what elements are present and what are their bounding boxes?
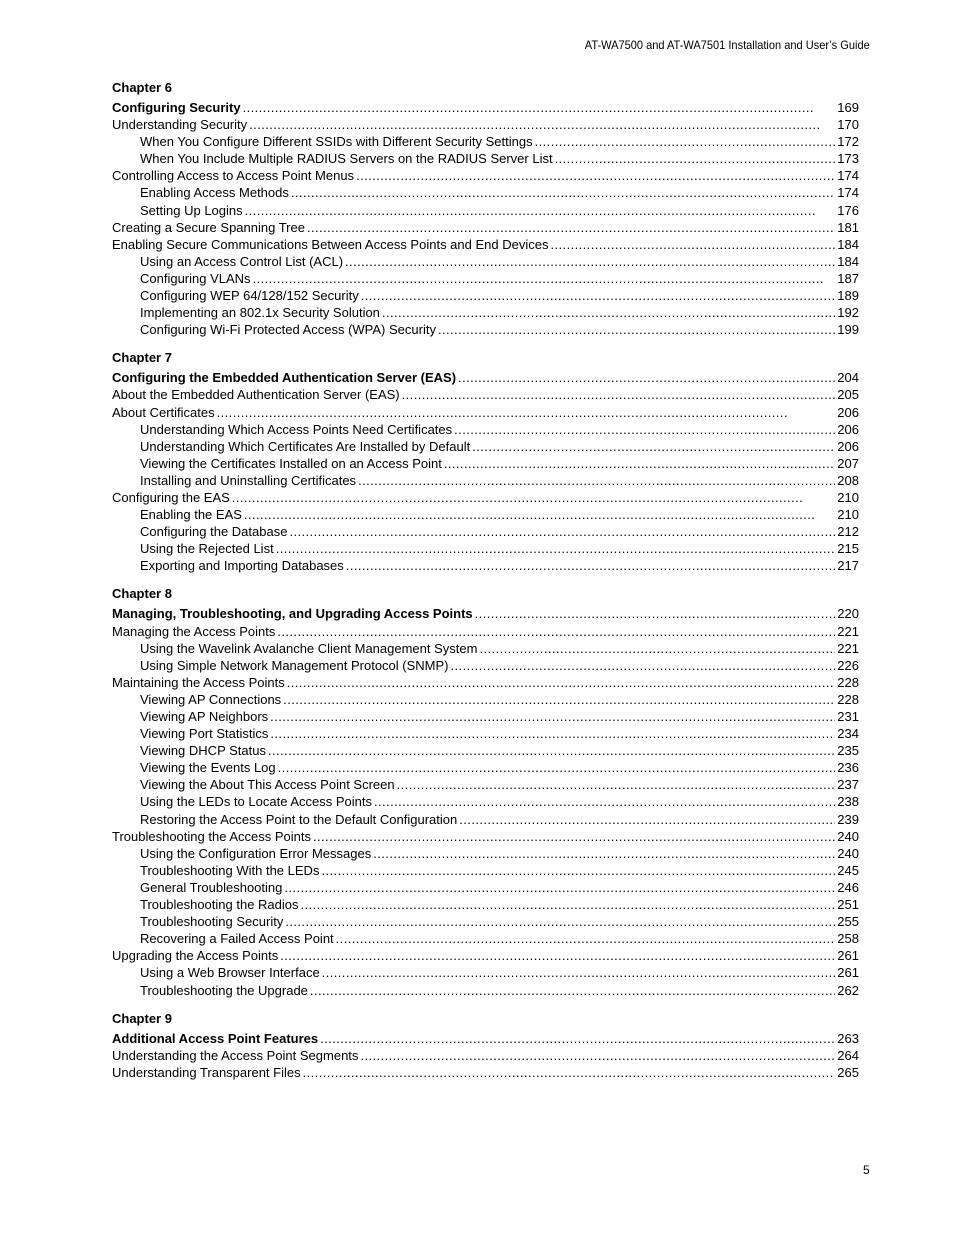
toc-entry-title: Enabling the EAS [140,507,242,523]
dot-leader [345,253,835,270]
toc-entry-title: Enabling Access Methods [140,185,289,201]
chapter-label: Chapter 9 [112,1010,172,1026]
toc-entry-page: 172 [837,134,859,150]
toc-entry-page: 184 [837,236,859,252]
toc-entry[interactable] [112,219,859,236]
toc-entry-title: Enabling Secure Communications Between Access Points and End Devices [112,236,549,252]
toc-entry-title: Troubleshooting With the LEDs [140,862,320,878]
toc-entry-page: 189 [837,288,859,304]
toc-entry[interactable] [112,184,859,201]
toc-entry[interactable] [112,982,859,999]
chapter-title-entry[interactable] [112,369,859,386]
toc-entry-title: Managing, Troubleshooting, and Upgrading Access Points [112,606,473,622]
toc-entry[interactable] [112,691,859,708]
dot-leader [278,759,836,776]
dot-leader [270,708,835,725]
toc-entry-page: 210 [837,507,859,523]
table-of-contents [112,79,859,1092]
toc-entry-page: 207 [837,455,859,471]
toc-entry-title: Managing the Access Points [112,623,276,639]
toc-entry-page: 210 [837,489,859,505]
toc-entry-page: 205 [837,387,859,403]
dot-leader [307,219,835,236]
dot-leader [475,605,836,622]
toc-entry-page: 262 [837,982,859,998]
dot-leader [303,1064,836,1081]
dot-leader [270,725,835,742]
toc-entry-page: 240 [837,828,859,844]
toc-entry[interactable] [112,845,859,862]
toc-entry-title: Viewing AP Neighbors [140,709,269,724]
toc-entry[interactable] [112,236,859,253]
toc-entry-page: 228 [837,691,859,707]
toc-entry[interactable] [112,540,859,557]
toc-entry-title: Exporting and Importing Databases [140,558,344,574]
toc-entry-page: 212 [837,524,859,540]
toc-entry-title: Configuring the EAS [112,489,230,505]
dot-leader [402,386,836,403]
dot-leader [277,623,835,640]
toc-entry-title: Installing and Uninstalling Certificates [140,472,357,488]
toc-entry[interactable] [112,404,859,421]
toc-entry-page: 206 [837,421,859,437]
toc-entry-title: Understanding Transparent Files [112,1064,301,1080]
toc-entry-page: 187 [837,270,859,286]
toc-entry[interactable] [112,421,859,438]
dot-leader [320,1030,835,1047]
chapter-label: Chapter 8 [112,586,172,602]
toc-entry-title: Additional Access Point Features [112,1030,319,1046]
toc-entry-title: Configuring Wi-Fi Protected Access (WPA) Security [140,322,436,338]
dot-leader [373,845,835,862]
chapter-block [112,79,859,338]
dot-leader [374,793,835,810]
chapter-label: Chapter 7 [112,350,172,366]
toc-entry-page: 174 [837,185,859,201]
toc-entry-page: 173 [837,151,859,167]
toc-entry-page: 208 [837,472,859,488]
toc-entry-title: Setting Up Logins [140,202,243,218]
toc-entry-page: 204 [837,370,859,386]
dot-leader [358,472,835,489]
dot-leader [232,489,836,506]
toc-entry-page: 217 [837,558,859,574]
dot-leader [361,287,836,304]
dot-leader [535,133,836,150]
toc-entry-page: 261 [837,948,859,964]
toc-entry-page: 234 [837,726,859,742]
dot-leader [479,640,835,657]
toc-entry[interactable] [112,725,859,742]
toc-entry-page: 176 [837,202,859,218]
toc-entry-title: Using the Configuration Error Messages [140,845,372,861]
dot-leader [301,896,836,913]
toc-entry-title: Using the Wavelink Avalanche Client Management System [140,640,478,656]
toc-entry[interactable] [112,862,859,879]
dot-leader [253,270,836,287]
dot-leader [285,913,835,930]
toc-entry-title: Viewing the Events Log [140,760,276,776]
toc-entry-title: General Troubleshooting [140,879,283,895]
toc-entry-title: Maintaining the Access Points [112,674,285,690]
dot-leader [291,184,835,201]
toc-entry-title: Using Simple Network Management Protocol (SNMP) [140,657,449,673]
chapter-block [112,1010,859,1081]
toc-entry-page: 174 [837,168,859,184]
toc-entry-page: 226 [837,657,859,673]
toc-entry[interactable] [112,1047,859,1064]
toc-entry[interactable] [112,1064,859,1081]
dot-leader [382,304,835,321]
toc-entry-page: 239 [837,811,859,827]
toc-entry-title: Viewing the Certificates Installed on an Access Point [140,455,442,471]
toc-entry-page: 261 [837,965,859,981]
toc-entry-title: Configuring the Database [140,524,288,540]
dot-leader [284,879,835,896]
toc-entry-page: 206 [837,404,859,420]
toc-entry[interactable] [112,133,859,150]
toc-entry-page: 251 [837,897,859,913]
toc-entry-page: 206 [837,438,859,454]
page-number: 5 [863,1163,870,1177]
dot-leader [438,321,835,338]
toc-entry-page: 238 [837,794,859,810]
toc-entry[interactable] [112,202,859,219]
toc-entry[interactable] [112,270,859,287]
toc-entry-title: Configuring Security [112,100,241,115]
toc-entry-page: 220 [837,606,859,622]
toc-entry-title: Understanding Security [112,117,248,133]
toc-entry-page: 184 [837,253,859,269]
toc-entry-page: 199 [837,322,859,338]
toc-entry-title: About Certificates [112,404,215,420]
toc-entry-title: Configuring the Embedded Authentication Server (EAS) [112,370,457,386]
toc-entry[interactable] [112,455,859,472]
toc-entry-title: When You Configure Different SSIDs with Different Security Settings [140,134,533,150]
toc-entry[interactable] [112,657,859,674]
toc-entry[interactable] [112,913,859,930]
toc-entry-page: 192 [837,305,859,321]
toc-entry-page: 170 [837,117,859,133]
toc-entry[interactable] [112,304,859,321]
toc-entry-title: Controlling Access to Access Point Menus [112,168,355,184]
toc-entry[interactable] [112,776,859,793]
toc-entry-title: Understanding Which Certificates Are Installed by Default [140,438,471,454]
toc-entry[interactable] [112,253,859,270]
toc-entry[interactable] [112,150,859,167]
dot-leader [360,1047,835,1064]
toc-entry[interactable] [112,116,859,133]
toc-entry-title: Troubleshooting the Radios [140,897,299,913]
toc-entry[interactable] [112,523,859,540]
toc-entry-title: Viewing Port Statistics [140,726,269,742]
running-header: AT-WA7500 and AT-WA7501 Installation and User’s Guide [585,38,870,52]
chapter-title-entry[interactable] [112,99,859,116]
dot-leader [268,742,835,759]
toc-entry-page: 264 [837,1047,859,1063]
chapter-title-entry[interactable] [112,605,859,622]
toc-entry[interactable] [112,287,859,304]
toc-entry[interactable] [112,674,859,691]
dot-leader [397,776,836,793]
dot-leader [289,523,835,540]
toc-entry-title: Using an Access Control List (ACL) [140,253,344,269]
dot-leader [451,657,836,674]
toc-entry[interactable] [112,793,859,810]
toc-entry-title: Implementing an 802.1x Security Solution [140,305,380,321]
toc-entry-page: 228 [837,674,859,690]
toc-entry-page: 237 [837,777,859,793]
toc-entry-title: Troubleshooting Security [140,914,284,930]
toc-entry-title: Recovering a Failed Access Point [140,931,334,947]
toc-entry-title: Upgrading the Access Points [112,948,279,964]
toc-entry-page: 221 [837,640,859,656]
toc-entry[interactable] [112,828,859,845]
dot-leader [243,99,836,116]
dot-leader [444,455,835,472]
toc-entry[interactable] [112,930,859,947]
dot-leader [287,674,836,691]
toc-entry-page: 258 [837,931,859,947]
toc-entry[interactable] [112,489,859,506]
toc-entry-page: 181 [837,219,859,235]
toc-entry-title: Using a Web Browser Interface [140,965,320,981]
dot-leader [283,691,835,708]
dot-leader [322,964,836,981]
toc-entry[interactable] [112,167,859,184]
toc-entry[interactable] [112,506,859,523]
toc-entry-page: 245 [837,862,859,878]
toc-entry[interactable] [112,386,859,403]
toc-entry[interactable] [112,321,859,338]
toc-entry-page: 265 [837,1064,859,1080]
toc-entry-page: 235 [837,743,859,759]
toc-entry-page: 215 [837,541,859,557]
dot-leader [249,116,835,133]
dot-leader [459,811,835,828]
toc-entry-title: Configuring WEP 64/128/152 Security [140,288,359,304]
toc-entry-title: Understanding the Access Point Segments [112,1047,359,1063]
toc-entry[interactable] [112,557,859,574]
toc-entry[interactable] [112,964,859,981]
toc-entry-page: 263 [837,1030,859,1046]
toc-entry-page: 221 [837,623,859,639]
dot-leader [356,167,835,184]
dot-leader [244,506,835,523]
toc-entry-title: Configuring VLANs [140,270,251,286]
dot-leader [245,202,836,219]
toc-entry[interactable] [112,708,859,725]
toc-entry[interactable] [112,640,859,657]
toc-entry[interactable] [112,811,859,828]
toc-entry-page: 246 [837,879,859,895]
toc-entry-title: Troubleshooting the Upgrade [140,982,308,998]
dot-leader [217,404,836,421]
toc-entry[interactable] [112,438,859,455]
chapter-label: Chapter 6 [112,80,172,95]
dot-leader [336,930,836,947]
toc-entry[interactable] [112,623,859,640]
dot-leader [454,421,835,438]
dot-leader [313,828,835,845]
toc-entry-page: 169 [837,100,859,115]
dot-leader [555,150,836,167]
dot-leader [550,236,835,253]
dot-leader [321,862,835,879]
toc-entry[interactable] [112,742,859,759]
chapter-title-entry[interactable] [112,1030,859,1047]
dot-leader [458,369,835,386]
toc-entry-title: About the Embedded Authentication Server (EAS) [112,387,400,403]
dot-leader [276,540,836,557]
toc-entry-title: Restoring the Access Point to the Default Configuration [140,811,458,827]
toc-entry-title: Viewing DHCP Status [140,743,266,759]
toc-entry-page: 255 [837,914,859,930]
dot-leader [280,947,835,964]
toc-entry-page: 236 [837,760,859,776]
toc-entry-title: Troubleshooting the Access Points [112,828,311,844]
toc-entry[interactable] [112,759,859,776]
dot-leader [346,557,836,574]
toc-entry-title: Using the LEDs to Locate Access Points [140,794,372,810]
dot-leader [472,438,835,455]
toc-entry-title: Creating a Secure Spanning Tree [112,219,305,235]
toc-entry[interactable] [112,879,859,896]
chapter-block [112,349,859,574]
toc-entry-page: 231 [837,709,859,724]
toc-entry-title: Viewing AP Connections [140,691,282,707]
toc-entry[interactable] [112,472,859,489]
dot-leader [310,982,835,999]
toc-entry-page: 240 [837,845,859,861]
toc-entry-title: Understanding Which Access Points Need Certificates [140,421,453,437]
chapter-block [112,585,859,998]
toc-entry-title: Viewing the About This Access Point Screen [140,777,395,793]
toc-entry-title: When You Include Multiple RADIUS Servers on the RADIUS Server List [140,151,553,167]
toc-entry[interactable] [112,947,859,964]
toc-entry[interactable] [112,896,859,913]
toc-entry-title: Using the Rejected List [140,541,274,557]
